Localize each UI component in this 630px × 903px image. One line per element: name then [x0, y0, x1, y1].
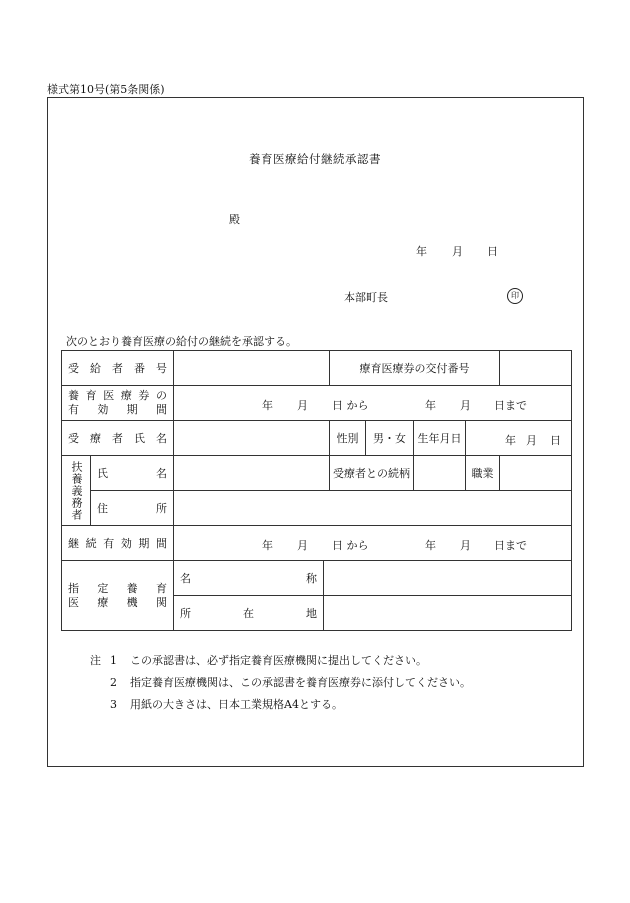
period2-year2: 年 — [425, 539, 437, 552]
recipient-number-label: 受給者番号 — [62, 351, 174, 386]
period-from: 日 から — [332, 399, 369, 412]
form-table — [61, 350, 572, 631]
institution-name-field[interactable] — [324, 561, 572, 596]
birth-date-label: 生年月日 — [414, 421, 466, 456]
addressee-suffix: 殿 — [229, 213, 240, 226]
issuer-name: 本部町長 — [344, 291, 388, 304]
relation-field[interactable] — [414, 456, 466, 491]
guardian-address-field[interactable] — [174, 491, 572, 526]
period2-month2: 月 — [460, 539, 472, 552]
note-label: 注 — [90, 654, 101, 667]
occupation-label: 職業 — [466, 456, 500, 491]
occupation-field[interactable] — [500, 456, 572, 491]
institution-label-line2: 医療機関 — [68, 595, 168, 609]
birth-month: 月 — [526, 434, 538, 447]
period-month: 月 — [297, 399, 309, 412]
period-year: 年 — [262, 399, 274, 412]
note-item — [90, 694, 471, 716]
gender-label: 性別 — [330, 421, 366, 456]
relation-label: 受療者との続柄 — [330, 456, 414, 491]
period2-year: 年 — [262, 539, 274, 552]
date-year: 年 — [416, 245, 427, 258]
institution-address-label: 所在地 — [174, 596, 324, 631]
document-title: 養育医療給付継続承認書 — [249, 152, 381, 166]
institution-name-label: 名称 — [174, 561, 324, 596]
certificate-issue-number-label: 療育医療券の交付番号 — [330, 351, 500, 386]
certificate-issue-number-field[interactable] — [500, 351, 572, 386]
note-number: 2 — [110, 676, 117, 689]
note-item — [90, 650, 471, 672]
guardian-name-field[interactable] — [174, 456, 330, 491]
period-to: 日まで — [494, 399, 528, 412]
continuation-period-label: 継続有効期間 — [62, 526, 174, 561]
validity-label-line2: 有効期間 — [68, 403, 168, 416]
guardian-address-label: 住所 — [91, 491, 174, 526]
institution-label-line1: 指定養育 — [68, 581, 168, 595]
validity-label-line1: 養育医療券の — [68, 389, 168, 402]
institution-address-field[interactable] — [324, 596, 572, 631]
continuation-period-field[interactable] — [174, 526, 572, 561]
note-text: 用紙の大きさは、日本工業規格A4とする。 — [130, 698, 343, 711]
date-day: 日 — [487, 245, 498, 258]
note-text: 指定養育医療機関は、この承認書を養育医療券に添付してください。 — [130, 676, 471, 689]
period-year2: 年 — [425, 399, 437, 412]
notes — [90, 650, 471, 716]
period-month2: 月 — [460, 399, 472, 412]
note-number: 3 — [110, 698, 117, 711]
recipient-number-field[interactable] — [174, 351, 330, 386]
birth-day: 日 — [550, 434, 562, 447]
form-number: 様式第10号(第5条関係) — [47, 83, 165, 96]
gender-value[interactable]: 男・女 — [366, 421, 414, 456]
note-number: 1 — [110, 654, 117, 667]
note-text: この承認書は、必ず指定養育医療機関に提出してください。 — [130, 654, 427, 667]
period2-to: 日まで — [494, 539, 528, 552]
patient-name-field[interactable] — [174, 421, 330, 456]
guardian-name-label: 氏名 — [91, 456, 174, 491]
patient-name-label: 受療者氏名 — [62, 421, 174, 456]
intro-text: 次のとおり養育医療の給付の継続を承認する。 — [66, 335, 297, 348]
period2-from: 日 から — [332, 539, 369, 552]
period2-month: 月 — [297, 539, 309, 552]
validity-period-field[interactable] — [174, 386, 572, 421]
institution-label — [62, 561, 174, 631]
date-month: 月 — [452, 245, 463, 258]
guardian-label: 扶養義務者 — [62, 456, 91, 526]
birth-year: 年 — [505, 434, 517, 447]
birth-date-field[interactable] — [466, 421, 572, 456]
validity-period-label — [62, 386, 174, 421]
seal-mark: 印 — [507, 288, 523, 304]
note-item — [90, 672, 471, 694]
